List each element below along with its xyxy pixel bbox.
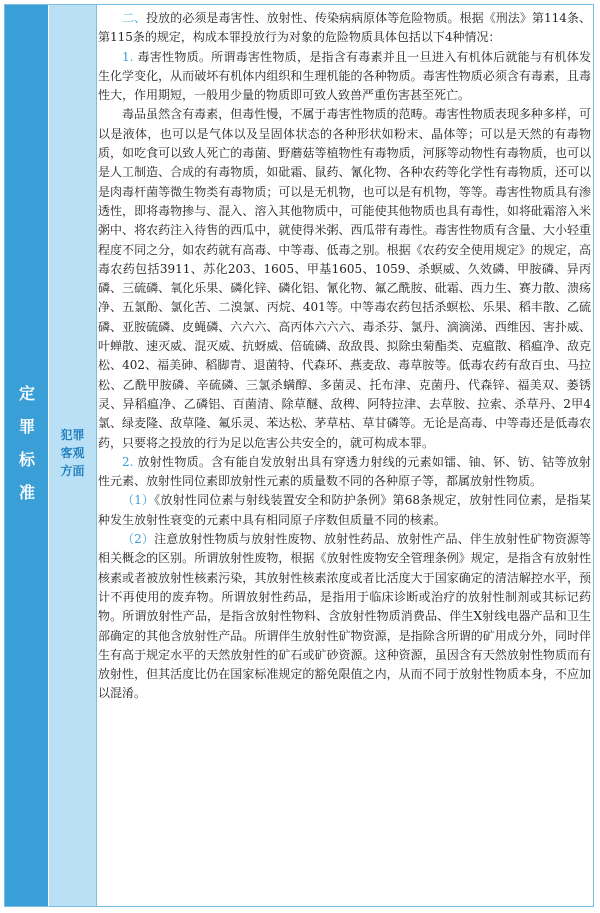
paragraph-lead: 1. xyxy=(122,49,134,64)
paragraph xyxy=(98,530,591,704)
paragraph-lead: 二、 xyxy=(122,11,147,25)
section-label xyxy=(49,426,96,480)
paragraph-text: 注意放射性物质与放射性废物、放射性药品、放射性产品、伴生放射性矿物资源等相关概念的区别。所谓放射性废物，根据《放射性废物安全管理条例》规定，是指含有放射性核素或者被放射性核素污染，其放射性核素浓度或者比活度大于国家确定的清洁解控水平，预计不再使用的废弃物。所谓放射性药品，是指用于临床诊断或治疗的放射性制剂或其标记药物。所谓放射性产品，是指含放射性物料、含放射性物质消费品、伴生X射线电器产品和卫生部确定的其他含放射性产品。所谓伴生放射性矿物资源，是指除含所谓的矿用成分外，同时伴生有高于规定水平的天然放射性的矿石或矿砂资源。这种资源，虽因含有天然放射性物质而有放射性，但其活度比仍在国家标准规定的豁免限值之内，从而不同于放射性物质本身，不应加以混淆。 xyxy=(98,532,591,701)
paragraph xyxy=(98,105,591,452)
paragraph xyxy=(98,9,591,48)
paragraph-lead: （2） xyxy=(122,532,155,547)
section-line: 客观 xyxy=(60,446,85,460)
section-column xyxy=(49,5,97,906)
paragraph-lead: 2. xyxy=(122,454,134,469)
paragraph-text: 《放射性同位素与射线装置安全和防护条例》第68条规定，放射性同位素，是指某种发生放射性衰变的元素中具有相同原子序数但质量不同的核素。 xyxy=(98,493,591,527)
category-char: 准 xyxy=(18,483,35,502)
section-line: 方面 xyxy=(60,464,85,478)
category-label xyxy=(5,377,49,509)
section-line: 犯罪 xyxy=(60,428,85,442)
paragraph-lead: （1） xyxy=(122,493,155,508)
category-column xyxy=(5,5,49,906)
category-char: 罪 xyxy=(18,417,35,436)
paragraph-text: 毒品虽然含有毒素，但毒性慢，不属于毒害性物质的范畴。毒害性物质表现多种多样，可以是液体，也可以是气体以及呈固体状态的各种形状如粉末、晶体等；可以是天然的有毒物质，如吃食可以致人死亡的毒菌、野蘑菇等植物性有毒物质，河豚等动物性有毒物质，也可以是人工制造、合成的有毒物质，如砒霜、鼠药、氰化物、各种农药等化学性有毒物质，还可以是肉毒杆菌等微生物类有毒物质；可以是无机物，也可以是有机物，等等。毒害性物质具有渗透性，即将毒物掺与、混入、溶入其他物质中，可能使其他物质也具有毒性，如将砒霜溶入米粥中、将农药注入待售的西瓜中，就使得米粥、西瓜带有毒性。毒害性物质有含量、大小轻重程度不同之分，如农药就有高毒、中等毒、低毒之别。根据《农药安全使用规定》的规定，高毒农药包括3911、苏化203、1605、甲基1605、1059、杀螟威、久效磷、甲胺磷、异丙磷、三硫磷、氧化乐果、磷化锌、磷化铝、氰化物、氟乙酰胺、砒霜、西力生、赛力散、溃疡净、五氯酚、氯化苦、二溴氯、丙烷、401等。中等毒农药包括杀螟松、乐果、稻丰散、乙硫磷、亚胺硫磷、皮蝇磷、六六六、高丙体六六六、毒杀芬、氯丹、滴滴涕、西维因、害扑威、叶蝉散、速灭威、混灭威、抗蚜威、倍硫磷、敌敌畏、拟除虫菊酯类、克瘟散、稻瘟净、敌克松、402、福美砷、稻脚青、退菌特、代森环、燕麦敌、毒草胺等。低毒农药有敌百虫、马拉松、乙酰甲胺磷、辛硫磷、三氯杀螨醇、多菌灵、托布津、克菌丹、代森锌、福美双、萎锈灵、异稻瘟净、乙磷铝、百菌清、除草醚、敌稗、阿特拉津、去草胺、拉索、杀草丹、2甲4氯、绿麦隆、敌草隆、氟乐灵、苯达松、茅草枯、草甘磷等。无论是高毒、中等毒还是低毒农药，只要将之投放的行为足以危害公共安全的，就可构成本罪。 xyxy=(98,107,591,450)
category-char: 定 xyxy=(18,384,35,403)
category-char: 标 xyxy=(18,450,35,469)
paragraph xyxy=(98,48,591,106)
paragraph-text: 投放的必须是毒害性、放射性、传染病病原体等危险物质。根据《刑法》第114条、第115条的规定，构成本罪投放行为对象的危险物质具体包括以下4种情况： xyxy=(98,11,591,45)
paragraph-text: 放射性物质。含有能自发放射出具有穿透力射线的元素如镭、铀、钚、钫、钴等放射性元素、放射性同位素即放射性元素的质量数不同的各种原子等，都属放射性物质。 xyxy=(98,454,591,489)
page-frame xyxy=(4,4,594,907)
paragraph xyxy=(98,453,591,492)
paragraph-text: 毒害性物质。所谓毒害性物质，是指含有毒素并且一旦进入有机体后就能与有机体发生化学变化，从而破坏有机体内组织和生理机能的各种物质。毒害性物质必须含有毒素，且毒性大，作用期短，一般用少量的物质即可致人致兽严重伤害甚至死亡。 xyxy=(98,49,591,103)
paragraph xyxy=(98,491,591,530)
content-body xyxy=(98,9,591,704)
